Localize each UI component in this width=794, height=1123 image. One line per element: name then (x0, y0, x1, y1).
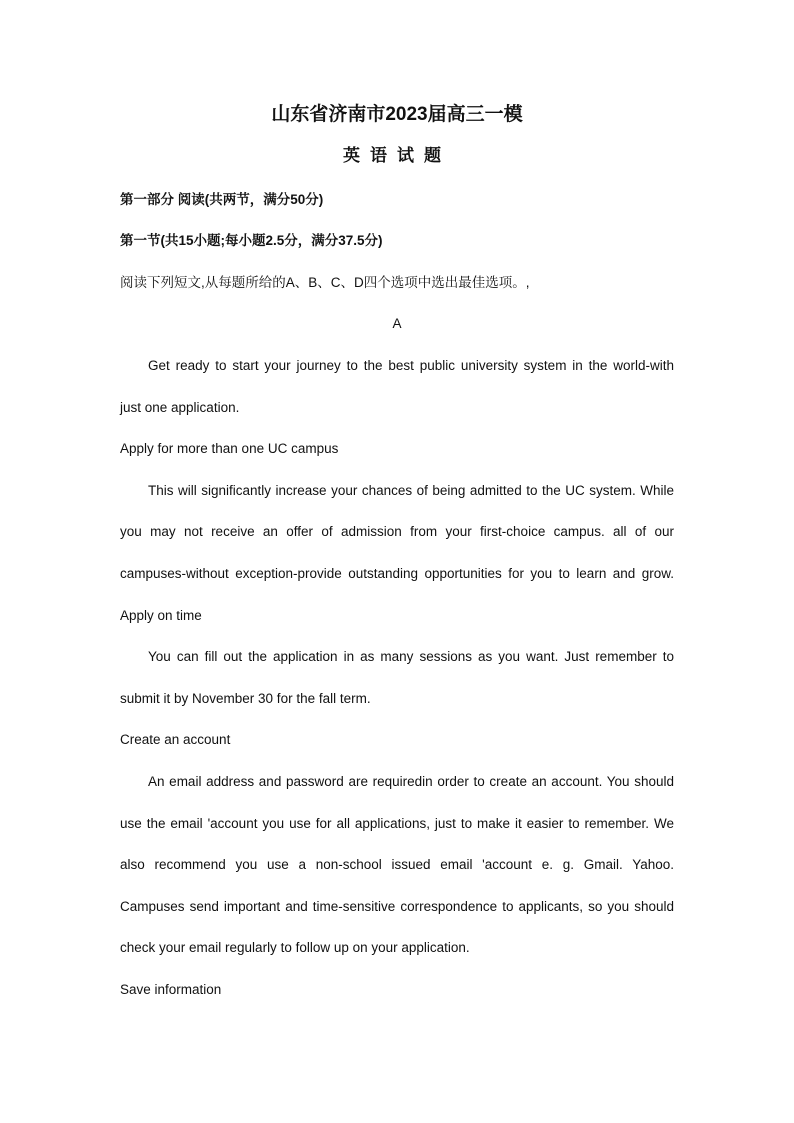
paragraph-line: submit it by November 30 for the fall term. (120, 691, 371, 706)
subject-title: 英语试题 (343, 146, 451, 165)
paragraph-line: also recommend you use a non-school issued email 'account e. g. Gmail. Yahoo. (120, 857, 674, 872)
paragraph-line: just one application. (120, 400, 240, 415)
instruction-text: 阅读下列短文,从每题所给的A、B、C、D四个选项中选出最佳选项。, (120, 275, 530, 290)
passage-label: A (392, 316, 402, 331)
paragraph-line: Get ready to start your journey to the best public university system in the world-with (148, 358, 674, 373)
paragraph-line: use the email 'account you use for all applications, just to make it easier to remember. We (120, 816, 674, 831)
section-heading-save-information: Save information (120, 982, 222, 997)
paragraph-line: This will significantly increase your chances of being admitted to the UC system. While (148, 483, 674, 498)
page-title: 山东省济南市2023届高三一模 (271, 104, 523, 125)
paragraph-line: check your email regularly to follow up on your application. (120, 940, 470, 955)
section-heading: 第一节(共15小题;每小题2.5分，满分37.5分) (120, 233, 383, 248)
section-heading-apply-on-time: Apply on time (120, 608, 202, 623)
paragraph-line: Campuses send important and time-sensitive correspondence to applicants, so you should (120, 899, 674, 914)
section-heading-create-account: Create an account (120, 732, 231, 747)
paragraph-line: You can fill out the application in as many sessions as you want. Just remember to (148, 649, 674, 664)
section-heading-apply-multiple: Apply for more than one UC campus (120, 441, 339, 456)
part-heading: 第一部分 阅读(共两节，满分50分) (120, 192, 324, 207)
paragraph-line: An email address and password are requiredin order to create an account. You should (148, 774, 674, 789)
paragraph-line: campuses-without exception-provide outstanding opportunities for you to learn and grow. (120, 566, 674, 581)
paragraph-line: you may not receive an offer of admission from your first-choice campus. all of our (120, 524, 674, 539)
